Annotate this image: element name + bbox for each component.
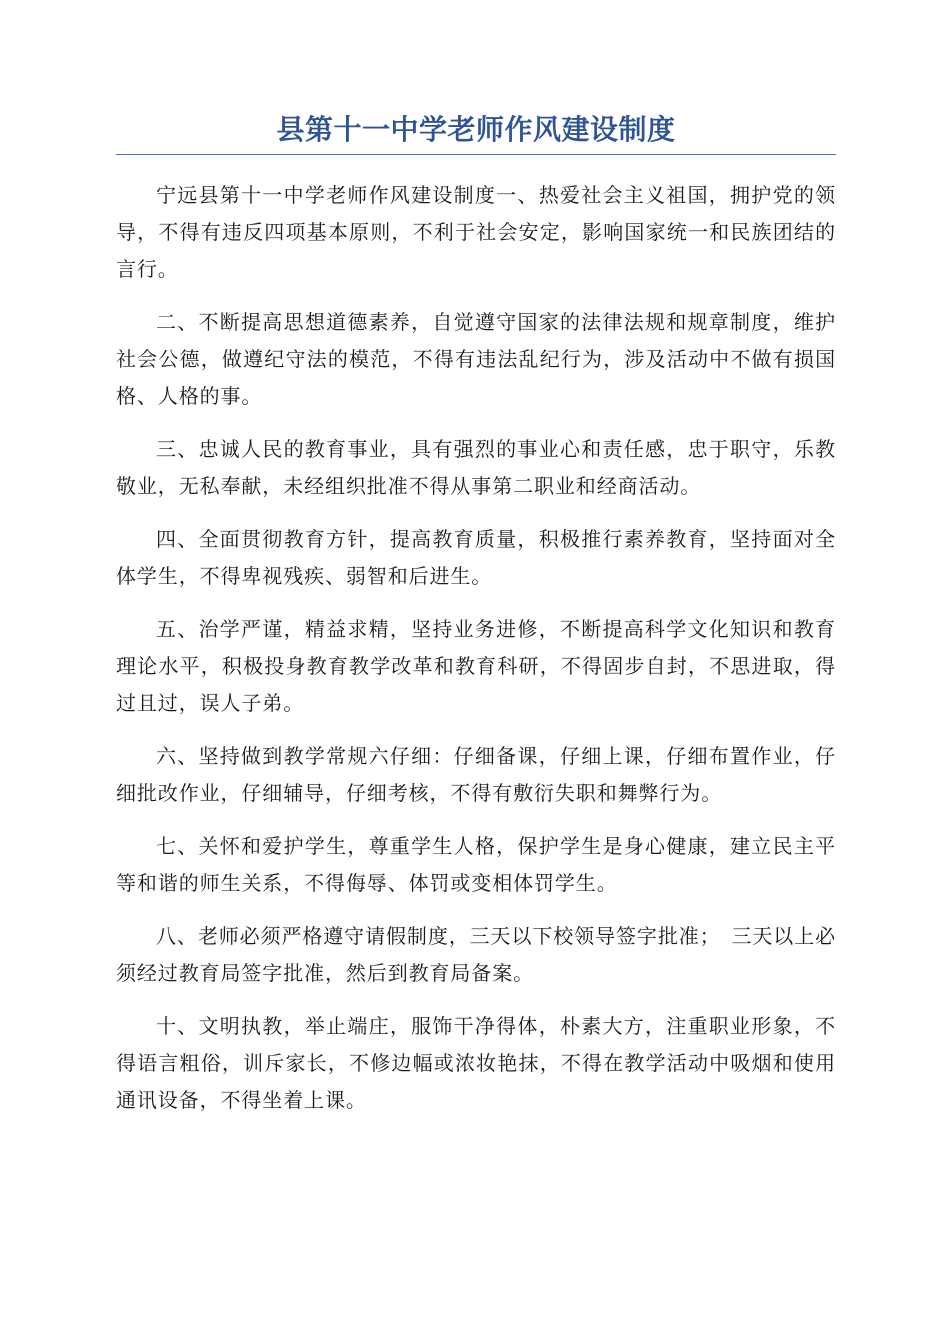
document-title: 县第十一中学老师作风建设制度 [276, 113, 676, 146]
paragraph-7: 七、关怀和爱护学生，尊重学生人格，保护学生是身心健康，建立民主平等和谐的师生关系，不得侮辱、体罚或变相体罚学生。 [116, 834, 836, 895]
title-underline [116, 154, 836, 155]
paragraph-10: 十、文明执教，举止端庄，服饰干净得体，朴素大方，注重职业形象，不得语言粗俗，训斥家长，不修边幅或浓妆艳抹，不得在教学活动中吸烟和使用通讯设备，不得坐着上课。 [116, 1014, 836, 1112]
paragraph-5: 五、治学严谨，精益求精，坚持业务进修，不断提高科学文化知识和教育理论水平，积极投身教育教学改革和教育科研，不得固步自封，不思进取，得过且过，误人子弟。 [116, 617, 836, 715]
paragraph-2: 二、不断提高思想道德素养，自觉遵守国家的法律法规和规章制度，维护社会公德，做遵纪守法的模范，不得有违法乱纪行为，涉及活动中不做有损国格、人格的事。 [116, 310, 836, 408]
paragraph-8: 八、老师必须严格遵守请假制度，三天以下校领导签字批准； 三天以上必须经过教育局签字批准，然后到教育局备案。 [116, 924, 836, 985]
paragraph-3: 三、忠诚人民的教育事业，具有强烈的事业心和责任感，忠于职守，乐教敬业，无私奉献，未经组织批准不得从事第二职业和经商活动。 [116, 437, 836, 498]
document-page [116, 110, 836, 1135]
paragraph-4: 四、全面贯彻教育方针，提高教育质量，积极推行素养教育，坚持面对全体学生，不得卑视残疾、弱智和后进生。 [116, 527, 836, 588]
paragraph-1: 宁远县第十一中学老师作风建设制度一、热爱社会主义祖国，拥护党的领导，不得有违反四项基本原则，不利于社会安定，影响国家统一和民族团结的言行。 [116, 183, 836, 281]
paragraph-6: 六、坚持做到教学常规六仔细：仔细备课，仔细上课，仔细布置作业，仔细批改作业，仔细辅导，仔细考核，不得有敷衍失职和舞弊行为。 [116, 744, 836, 805]
